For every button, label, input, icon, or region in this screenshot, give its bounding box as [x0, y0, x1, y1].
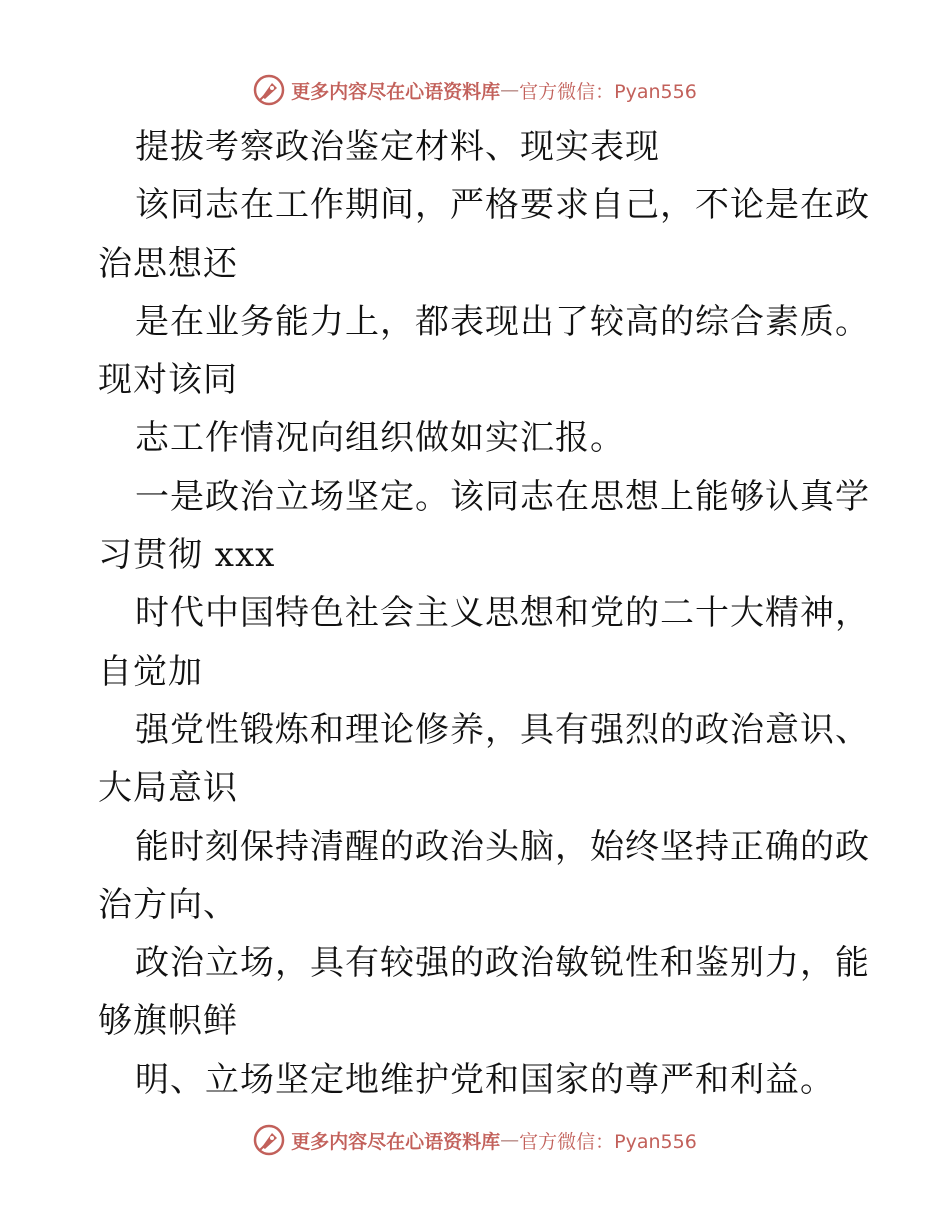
- text-line: 自觉加: [98, 651, 203, 692]
- watermark-banner: [253, 1124, 697, 1156]
- watermark-dash: —: [500, 79, 520, 101]
- text-line: 时代中国特色社会主义思想和党的二十大精神，: [135, 593, 870, 634]
- pen-nib-logo-icon: [253, 74, 285, 106]
- text-line: 是在业务能力上，都表现出了较高的综合素质。: [135, 301, 870, 342]
- header-watermark: [0, 70, 950, 110]
- text-line: 习贯彻 xxx: [98, 535, 276, 576]
- text-line: 大局意识: [98, 768, 238, 809]
- text-line: 能时刻保持清醒的政治头脑，始终坚持正确的政: [135, 826, 870, 867]
- text-line: 治方向、: [98, 884, 238, 925]
- text-line: 强党性锻炼和理论修养，具有强烈的政治意识、: [135, 709, 870, 750]
- text-line: 够旗帜鲜: [98, 1001, 238, 1042]
- watermark-banner: [253, 74, 697, 106]
- text-line: 一是政治立场坚定。该同志在思想上能够认真学: [135, 476, 870, 517]
- text-line: 志工作情况向组织做如实汇报。: [135, 418, 625, 459]
- text-line: 治思想还: [98, 243, 238, 284]
- text-line: 明、立场坚定地维护党和国家的尊严和利益。: [135, 1059, 835, 1100]
- watermark-wechat: 官方微信：Pyan556: [519, 80, 697, 103]
- text-line: 提拔考察政治鉴定材料、现实表现: [135, 127, 660, 167]
- watermark-text: 更多内容尽在心语资料库: [291, 1130, 501, 1153]
- watermark-dash: —: [500, 1129, 520, 1151]
- text-line: 政治立场，具有较强的政治敏锐性和鉴别力，能: [135, 943, 870, 984]
- watermark-wechat: 官方微信：Pyan556: [519, 1130, 697, 1153]
- footer-watermark: [0, 1120, 950, 1160]
- watermark-text: 更多内容尽在心语资料库: [291, 80, 501, 103]
- pen-nib-logo-icon: [253, 1124, 285, 1156]
- text-line: 现对该同: [98, 360, 238, 401]
- document-body: [98, 118, 870, 1109]
- text-line: 该同志在工作期间，严格要求自己，不论是在政: [135, 185, 870, 226]
